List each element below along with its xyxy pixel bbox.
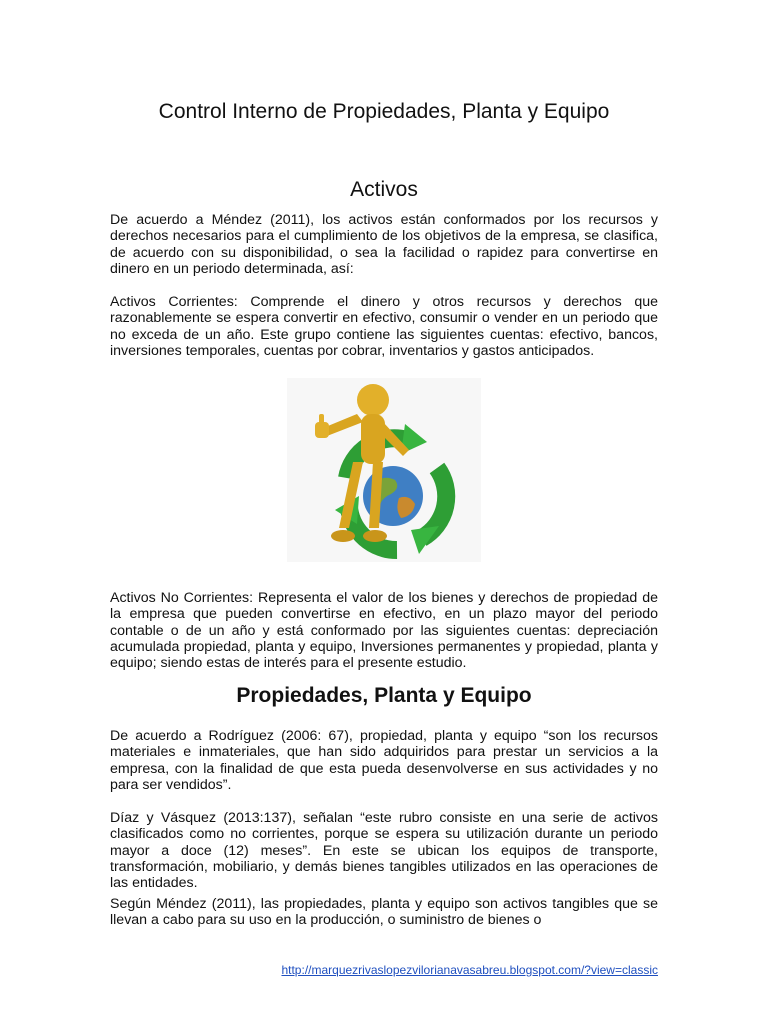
paragraph-activos-corrientes: Activos Corrientes: Comprende el dinero y otros recursos y derechos que razonablemente se espera convertir en efectivo, consumir o vender en un periodo que no exceda de un año. Este grupo contiene las siguientes cuentas: efectivo, bancos, inversiones temporales, cuentas por cobrar, inventarios y gastos anticipados. [110, 294, 658, 359]
paragraph-diaz-vasquez: Díaz y Vásquez (2013:137), señalan “este rubro consiste en una serie de activos clasificados como no corrientes, porque se espera su utilización durante un periodo mayor a doce (12) meses”. En este se ubican los equipos de transporte, transformación, mobiliario, y demás bienes tangibles utilizados en las operaciones de las entidades. [110, 810, 658, 892]
paragraph-activos-no-corrientes: Activos No Corrientes: Representa el valor de los bienes y derechos de propiedad de la empresa que pueden convertirse en efectivo, en un plazo mayor del periodo contable o de un año y está conformado por las siguientes cuentas: depreciación acumulada propiedad, planta y equipo, Inversiones permanentes y propiedad, planta y equipo; siendo estas de interés para el presente estudio. [110, 590, 658, 672]
document-title: Control Interno de Propiedades, Planta y Equipo [158, 100, 610, 123]
section-heading-ppe: Propiedades, Planta y Equipo [236, 684, 532, 707]
paragraph-intro: De acuerdo a Méndez (2011), los activos están conformados por los recursos y derechos necesarios para el cumplimiento de los objetivos de la empresa, se clasifica, de acuerdo con su disponibilidad, o sea la facilidad o rapidez para convertirse en dinero en un periodo determinada, así: [110, 212, 658, 277]
gold-figure-recycling-globe-icon [287, 378, 481, 562]
footer-source-link[interactable]: http://marquezrivaslopezvilorianavasabreu.blogspot.com/?view=classic [281, 963, 658, 977]
section-heading-activos: Activos [350, 178, 418, 201]
paragraph-rodriguez: De acuerdo a Rodríguez (2006: 67), propiedad, planta y equipo “son los recursos materiales e inmateriales, que han sido adquiridos para prestar un servicios a la empresa, con la finalidad de que esta pueda desenvolverse en sus actividades y no para ser vendidos”. [110, 728, 658, 793]
paragraph-mendez: Según Méndez (2011), las propiedades, planta y equipo son activos tangibles que se llevan a cabo para su uso en la producción, o suministro de bienes o [110, 896, 658, 929]
